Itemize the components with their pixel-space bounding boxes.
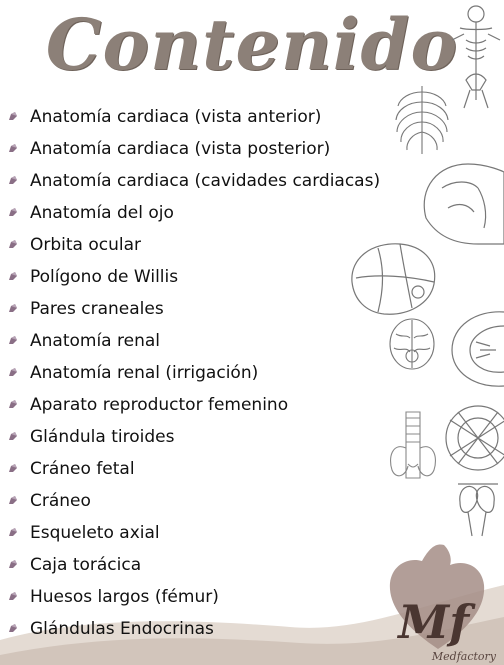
pencil-bullet-icon: [8, 495, 18, 505]
list-item: [8, 425, 380, 457]
list-item-label: Anatomía cardiaca (vista posterior): [30, 139, 331, 159]
list-item: [8, 105, 380, 137]
list-item: [8, 265, 380, 297]
list-item-label: Anatomía del ojo: [30, 203, 174, 223]
pencil-bullet-icon: [8, 271, 18, 281]
thyroid-icon: [386, 408, 440, 488]
list-item: [8, 617, 380, 649]
pencil-bullet-icon: [8, 335, 18, 345]
skull-icon: [418, 158, 504, 248]
pencil-bullet-icon: [8, 143, 18, 153]
contents-list: [8, 105, 380, 649]
pencil-bullet-icon: [8, 527, 18, 537]
list-item-label: Esqueleto axial: [30, 523, 160, 543]
list-item-label: Aparato reproductor femenino: [30, 395, 289, 415]
list-item-label: Cráneo: [30, 491, 91, 511]
list-item: [8, 585, 380, 617]
list-item-label: Glándula tiroides: [30, 427, 175, 447]
list-item: [8, 457, 380, 489]
list-item-label: Anatomía cardiaca (cavidades cardiacas): [30, 171, 381, 191]
rib-cage-icon: [392, 82, 452, 162]
list-item: [8, 393, 380, 425]
list-item-label: Anatomía renal (irrigación): [30, 363, 259, 383]
list-item: [8, 329, 380, 361]
list-item: [8, 489, 380, 521]
list-item: [8, 201, 380, 233]
list-item-label: Huesos largos (fémur): [30, 587, 219, 607]
list-item: [8, 169, 380, 201]
pencil-bullet-icon: [8, 303, 18, 313]
list-item-label: Polígono de Willis: [30, 267, 179, 287]
pencil-bullet-icon: [8, 399, 18, 409]
list-item: [8, 521, 380, 553]
pencil-bullet-icon: [8, 431, 18, 441]
pencil-bullet-icon: [8, 367, 18, 377]
pencil-bullet-icon: [8, 463, 18, 473]
pencil-bullet-icon: [8, 111, 18, 121]
brain-icon: [386, 316, 438, 372]
pencil-bullet-icon: [8, 239, 18, 249]
list-item: [8, 553, 380, 585]
list-item-label: Anatomía cardiaca (vista anterior): [30, 107, 322, 127]
list-item: [8, 233, 380, 265]
list-item-label: Glándulas Endocrinas: [30, 619, 214, 639]
kidney-icon: [454, 478, 504, 540]
list-item-label: Caja torácica: [30, 555, 142, 575]
list-item-label: Pares craneales: [30, 299, 164, 319]
list-item: [8, 361, 380, 393]
eye-icon: [440, 400, 504, 476]
pencil-bullet-icon: [8, 207, 18, 217]
kidney-icon: [446, 306, 504, 392]
brand-logo: Mf: [398, 595, 469, 649]
list-item-label: Anatomía renal: [30, 331, 160, 351]
list-item-label: Cráneo fetal: [30, 459, 135, 479]
skeleton-icon: [446, 0, 504, 110]
pencil-bullet-icon: [8, 591, 18, 601]
list-item-label: Orbita ocular: [30, 235, 142, 255]
pencil-bullet-icon: [8, 559, 18, 569]
list-item: [8, 297, 380, 329]
brand-name: Medfactory: [431, 650, 496, 663]
pencil-bullet-icon: [8, 175, 18, 185]
pencil-bullet-icon: [8, 623, 18, 633]
page-title: Contenido: [45, 3, 459, 86]
list-item: [8, 137, 380, 169]
